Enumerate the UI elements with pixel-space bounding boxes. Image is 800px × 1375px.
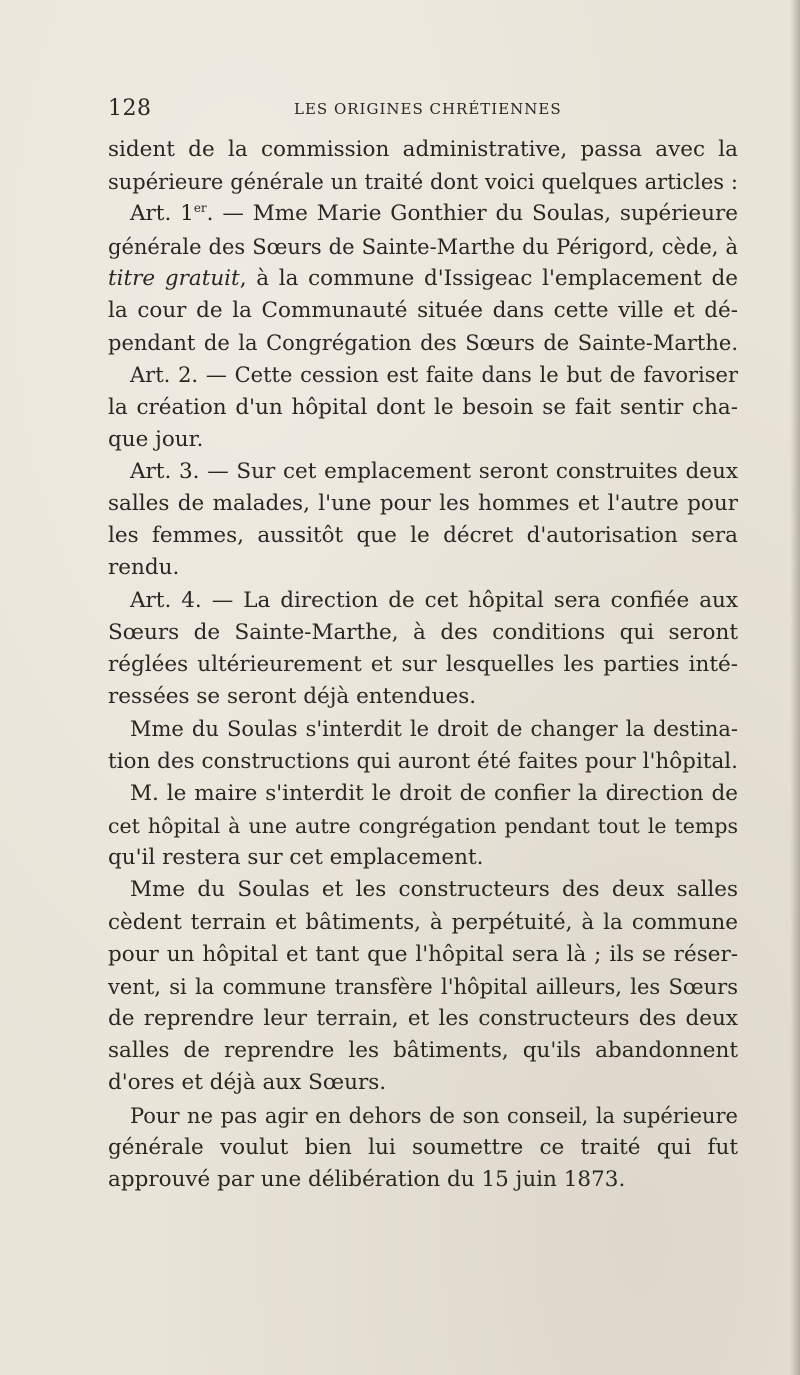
body-text: [108, 134, 738, 1196]
text-line: la création d'un hôpital dont le besoin se fait sentir cha-: [108, 394, 738, 420]
text-line: [108, 263, 738, 295]
article-1-text: . — Mme Marie Gonthier du Soulas, supérieure: [206, 201, 739, 227]
text-line: générale des Sœurs de Sainte-Marthe du Périgord, cède, à: [108, 234, 738, 259]
paragraph-start: Mme du Soulas s'interdit le droit de changer la destina-: [130, 717, 738, 742]
paragraph-start: Mme du Soulas et les constructeurs des deux salles: [130, 877, 738, 903]
text-line: salles de malades, l'une pour les hommes et l'autre pour: [108, 491, 738, 517]
page-number: 128: [108, 96, 152, 121]
text-line-rest: , à la commune d'Issigeac l'emplacement de: [239, 265, 738, 291]
superscript: er: [193, 201, 207, 216]
text-line: vent, si la commune transfère l'hôpital ailleurs, les Sœurs: [108, 974, 738, 999]
text-line: la cour de la Communauté située dans cette ville et dé-: [108, 297, 738, 323]
article-2-line: Art. 2. — Cette cession est faite dans le but de favoriser: [130, 363, 738, 388]
text-line: rendu.: [108, 555, 180, 581]
text-line: tion des constructions qui auront été faites pour l'hôpital.: [108, 748, 738, 774]
page-edge-shadow: [790, 0, 800, 1375]
text-line: cet hôpital à une autre congrégation pendant tout le temps: [108, 813, 738, 838]
text-line: que jour.: [108, 426, 204, 452]
article-1-line: [108, 198, 738, 230]
text-line: approuvé par une délibération du 15 juin 1873.: [108, 1167, 626, 1192]
text-line: sident de la commission administrative, passa avec la: [108, 137, 738, 162]
article-1-label: Art. 1: [130, 201, 194, 227]
text-line: Sœurs de Sainte-Marthe, à des conditions qui seront: [108, 619, 738, 645]
running-head: [108, 96, 738, 126]
text-line: d'ores et déjà aux Sœurs.: [108, 1070, 387, 1096]
article-3-line: Art. 3. — Sur cet emplacement seront construites deux: [130, 458, 738, 484]
text-line: pendant de la Congrégation des Sœurs de Sainte-Marthe.: [108, 331, 738, 356]
text-line: les femmes, aussitôt que le décret d'autorisation sera: [108, 523, 738, 549]
text-line: cèdent terrain et bâtiments, à perpétuité, à la commune: [108, 909, 738, 935]
paragraph-start: Pour ne pas agir en dehors de son conseil, la supérieure: [130, 1103, 738, 1128]
text-line: ressées se seront déjà entendues.: [108, 684, 477, 710]
text-line: de reprendre leur terrain, et les constructeurs des deux: [108, 1006, 738, 1032]
text-line: réglées ultérieurement et sur lesquelles les parties inté-: [108, 652, 738, 677]
text-line: qu'il restera sur cet emplacement.: [108, 845, 484, 871]
text-line: générale voulut bien lui soumettre ce traité qui fut: [108, 1134, 738, 1160]
running-title: LES ORIGINES CHRÉTIENNES: [294, 100, 562, 118]
text-line: pour un hôpital et tant que l'hôpital sera là ; ils se réser-: [108, 941, 738, 967]
article-4-line: Art. 4. — La direction de cet hôpital sera confiée aux: [130, 587, 738, 613]
paragraph-start: M. le maire s'interdit le droit de confier la direction de: [130, 780, 738, 806]
text-line: supérieure générale un traité dont voici quelques articles :: [108, 170, 738, 195]
italic-phrase: titre gratuit: [108, 265, 240, 291]
text-line: salles de reprendre les bâtiments, qu'ils abandonnent: [108, 1038, 738, 1064]
